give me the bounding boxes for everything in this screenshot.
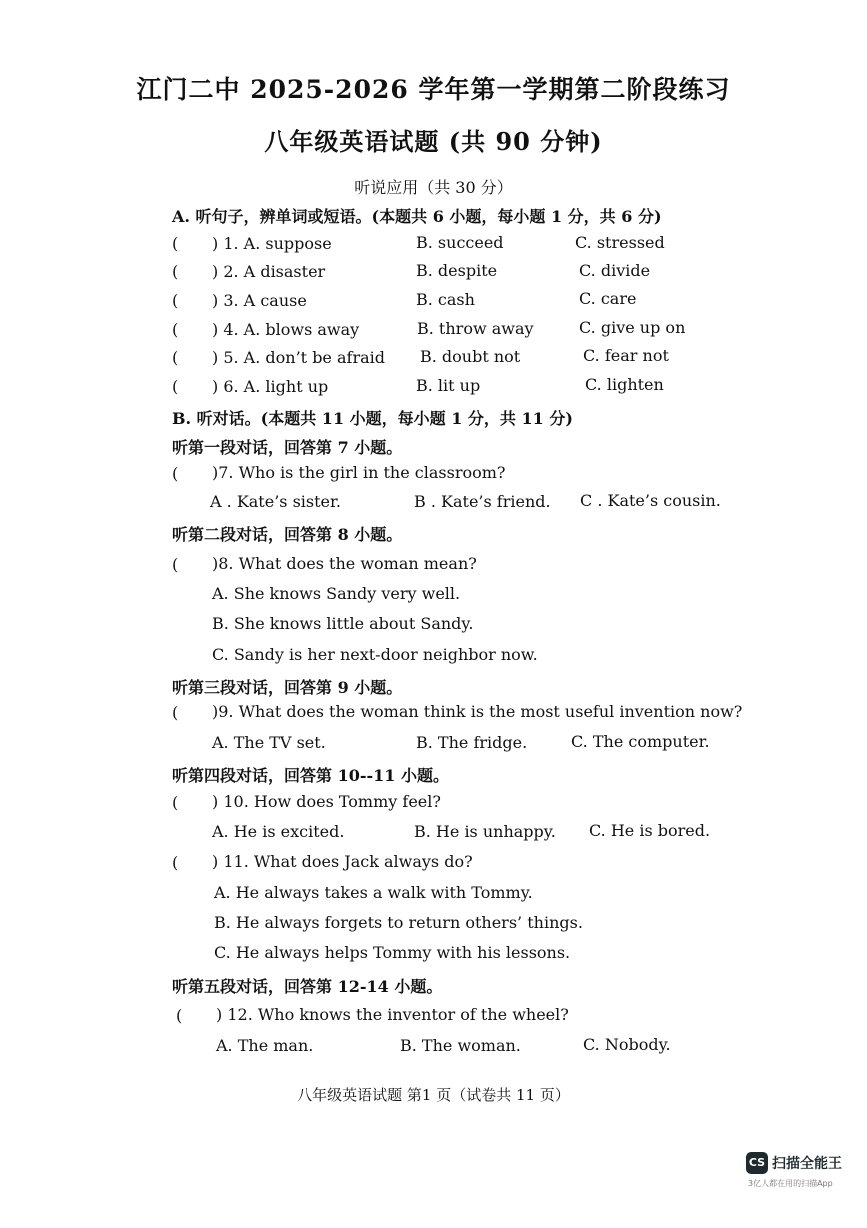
option-9-b: B. The fridge. [416, 733, 528, 752]
option-5-c: C. fear not [583, 346, 669, 365]
dialog-1-heading: 听第一段对话，回答第 7 小题。 [172, 438, 403, 457]
answer-paren: ( [172, 348, 179, 367]
answer-paren: ( [172, 555, 179, 574]
option-7-c: C . Kate’s cousin. [580, 491, 721, 510]
question-5: ) 5. A. don’t be afraid [212, 348, 385, 367]
answer-paren: ( [172, 234, 179, 253]
option-12-c: C. Nobody. [583, 1035, 671, 1054]
answer-paren: ( [172, 377, 179, 396]
answer-paren: ( [172, 853, 179, 872]
option-8-a: A. She knows Sandy very well. [212, 584, 461, 603]
option-11-b: B. He always forgets to return others’ things. [214, 913, 583, 932]
answer-paren: ( [172, 703, 179, 722]
option-2-c: C. divide [579, 261, 651, 280]
page-footer: 八年级英语试题 第1 页（试卷共 11 页） [297, 1086, 570, 1104]
option-8-b: B. She knows little about Sandy. [212, 614, 474, 633]
option-12-b: B. The woman. [400, 1036, 521, 1055]
option-4-b: B. throw away [417, 319, 534, 338]
option-8-c: C. Sandy is her next-door neighbor now. [212, 645, 538, 664]
question-11: ) 11. What does Jack always do? [212, 852, 473, 871]
part-a-instruction: A. 听句子，辨单词或短语。(本题共 6 小题，每小题 1 分，共 6 分) [172, 207, 662, 226]
question-10: ) 10. How does Tommy feel? [212, 792, 441, 811]
dialog-5-heading: 听第五段对话，回答第 12-14 小题。 [172, 977, 443, 996]
option-4-c: C. give up on [579, 318, 686, 337]
question-9: )9. What does the woman think is the most useful invention now? [212, 702, 743, 721]
answer-paren: ( [172, 262, 179, 281]
option-2-b: B. despite [416, 261, 498, 280]
exam-title: 江门二中 2025-2026 学年第一学期第二阶段练习 [136, 75, 731, 104]
option-1-b: B. succeed [416, 233, 504, 252]
question-12: ) 12. Who knows the inventor of the wheel? [216, 1005, 569, 1024]
question-2: ) 2. A disaster [212, 262, 326, 281]
option-5-b: B. doubt not [420, 347, 521, 366]
option-6-b: B. lit up [416, 376, 481, 395]
option-6-c: C. lighten [585, 375, 664, 394]
option-7-b: B . Kate’s friend. [414, 492, 551, 511]
option-1-c: C. stressed [575, 233, 665, 252]
option-9-c: C. The computer. [571, 732, 710, 751]
option-3-c: C. care [579, 289, 637, 308]
option-11-c: C. He always helps Tommy with his lessons. [214, 943, 571, 962]
dialog-2-heading: 听第二段对话，回答第 8 小题。 [172, 525, 403, 544]
section-title: 听说应用（共 30 分） [354, 178, 513, 197]
option-11-a: A. He always takes a walk with Tommy. [214, 883, 533, 902]
answer-paren: ( [176, 1006, 183, 1025]
question-3: ) 3. A cause [212, 291, 307, 310]
scanner-watermark [746, 1150, 856, 1210]
answer-paren: ( [172, 320, 179, 339]
option-10-a: A. He is excited. [212, 822, 345, 841]
option-7-a: A . Kate’s sister. [210, 492, 341, 511]
option-10-c: C. He is bored. [589, 821, 711, 840]
exam-subtitle: 八年级英语试题 (共 90 分钟) [264, 127, 603, 156]
dialog-3-heading: 听第三段对话，回答第 9 小题。 [172, 678, 403, 697]
answer-paren: ( [172, 291, 179, 310]
camscanner-logo-icon: CS [746, 1152, 768, 1174]
option-10-b: B. He is unhappy. [414, 822, 556, 841]
answer-paren: ( [172, 793, 179, 812]
part-b-instruction: B. 听对话。(本题共 11 小题，每小题 1 分，共 11 分) [172, 409, 573, 428]
answer-paren: ( [172, 464, 179, 483]
question-8: )8. What does the woman mean? [212, 554, 477, 573]
question-6: ) 6. A. light up [212, 377, 329, 396]
question-7: )7. Who is the girl in the classroom? [212, 463, 506, 482]
watermark-app-name: 扫描全能王 [772, 1156, 842, 1172]
watermark-tagline: 3亿人都在用的扫描App [748, 1179, 833, 1188]
option-12-a: A. The man. [216, 1036, 314, 1055]
question-4: ) 4. A. blows away [212, 320, 360, 339]
option-9-a: A. The TV set. [212, 733, 326, 752]
dialog-4-heading: 听第四段对话，回答第 10--11 小题。 [172, 766, 449, 785]
option-3-b: B. cash [416, 290, 475, 309]
question-1: ) 1. A. suppose [212, 234, 332, 253]
